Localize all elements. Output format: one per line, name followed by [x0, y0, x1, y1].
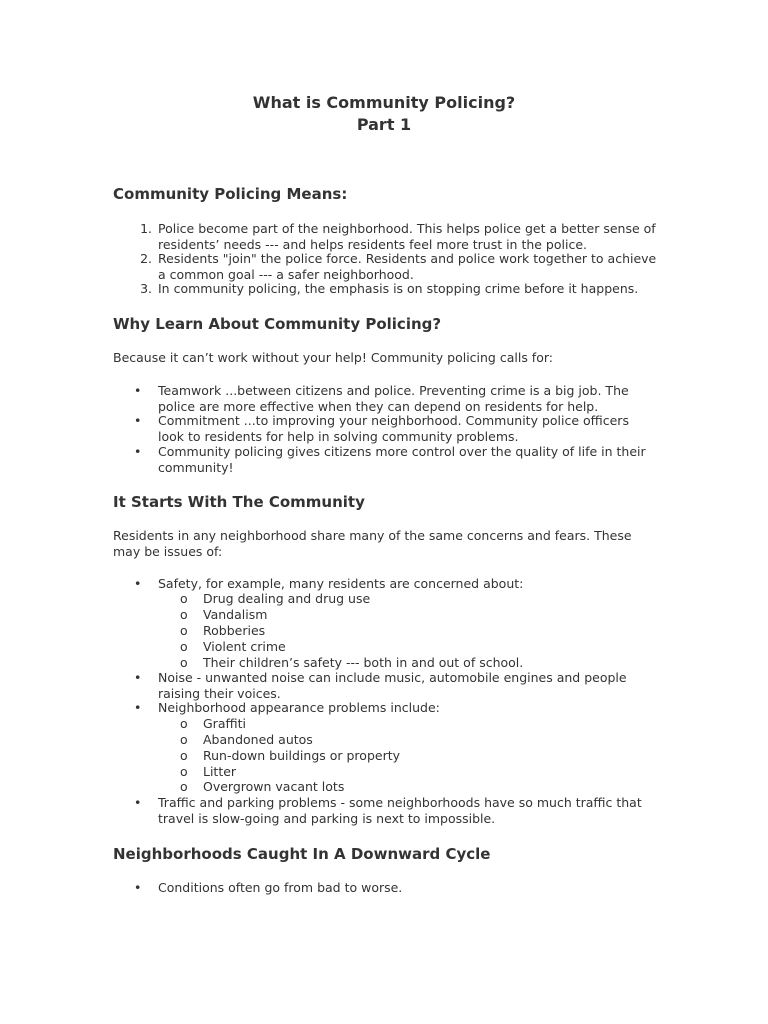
sub-list-item	[180, 623, 623, 639]
bullet-marker: •	[134, 670, 142, 685]
sub-list-marker: o	[180, 779, 188, 794]
sub-list-marker: o	[180, 716, 188, 731]
sub-list-item-text: Drug dealing and drug use	[203, 591, 371, 606]
bullet-marker: •	[134, 413, 142, 428]
bullet-marker: •	[134, 795, 142, 810]
sub-list-item	[180, 591, 623, 607]
bullet-marker: •	[134, 880, 142, 895]
sub-list-item-text: Robberies	[203, 623, 266, 638]
section-heading: Why Learn About Community Policing?	[113, 315, 442, 333]
sub-list-item	[180, 779, 623, 795]
list-marker: 2.	[140, 251, 152, 266]
bullet-list-item	[134, 444, 658, 475]
sub-list-item	[180, 639, 623, 655]
list-item-text: Conditions often go from bad to worse.	[158, 880, 403, 895]
sub-list-item-text: Run-down buildings or property	[203, 748, 401, 763]
sub-list-item-text: Litter	[203, 764, 237, 779]
bullet-marker: •	[134, 383, 142, 398]
sub-list-marker: o	[180, 639, 188, 654]
bullet-list-item	[134, 880, 658, 896]
bullet-list-item	[134, 413, 658, 444]
section-heading: Neighborhoods Caught In A Downward Cycle	[113, 845, 491, 863]
bullet-list-item	[134, 576, 658, 592]
sub-list-marker: o	[180, 764, 188, 779]
list-item-text: Commitment ...to improving your neighborhood. Community police officers look to residents for help in solving community problems.	[158, 413, 629, 444]
bullet-list-item	[134, 700, 658, 716]
page-title: What is Community Policing?	[252, 93, 516, 112]
sub-list-item-text: Abandoned autos	[203, 732, 313, 747]
sub-list-marker: o	[180, 623, 188, 638]
sub-list-item	[180, 748, 623, 764]
list-item-text: Residents "join" the police force. Residents and police work together to achieve a common goal --- a safer neighborhood.	[158, 251, 657, 282]
bullet-marker: •	[134, 576, 142, 591]
list-item-text: Traffic and parking problems - some neighborhoods have so much traffic that travel is slow-going and parking is next to impossible.	[158, 795, 642, 826]
list-item-text: Safety, for example, many residents are concerned about:	[158, 576, 524, 591]
sub-list-item	[180, 764, 623, 780]
numbered-list-item	[140, 281, 658, 297]
bullet-marker: •	[134, 444, 142, 459]
section-intro: Because it can’t work without your help! Community policing calls for:	[113, 350, 553, 365]
section-intro: Residents in any neighborhood share many of the same concerns and fears. These may be issues of:	[113, 528, 632, 559]
list-item-text: Police become part of the neighborhood. This helps police get a better sense of residents’ needs --- and helps residents feel more trust in the police.	[158, 221, 656, 252]
list-item-text: In community policing, the emphasis is on stopping crime before it happens.	[158, 281, 639, 296]
list-marker: 1.	[140, 221, 152, 236]
sub-list-marker: o	[180, 607, 188, 622]
bullet-list-item	[134, 670, 658, 701]
sub-list-item-text: Vandalism	[203, 607, 268, 622]
sub-list-item-text: Their children’s safety --- both in and out of school.	[203, 655, 524, 670]
numbered-list-item	[140, 251, 658, 282]
bullet-list-item	[134, 383, 658, 414]
sub-list-marker: o	[180, 732, 188, 747]
sub-list-item	[180, 716, 623, 732]
sub-list-item-text: Violent crime	[203, 639, 286, 654]
page-subtitle: Part 1	[356, 115, 412, 134]
sub-list-item-text: Graffiti	[203, 716, 246, 731]
bullet-list-item	[134, 795, 658, 826]
sub-list-item	[180, 607, 623, 623]
list-item-text: Noise - unwanted noise can include music, automobile engines and people raising their voices.	[158, 670, 627, 701]
list-marker: 3.	[140, 281, 152, 296]
section-heading: Community Policing Means:	[113, 185, 348, 203]
sub-list-item	[180, 655, 623, 671]
list-item-text: Neighborhood appearance problems include:	[158, 700, 440, 715]
sub-list-marker: o	[180, 591, 188, 606]
sub-list-item	[180, 732, 623, 748]
numbered-list-item	[140, 221, 658, 252]
bullet-marker: •	[134, 700, 142, 715]
list-item-text: Teamwork ...between citizens and police. Preventing crime is a big job. The police are more effective when they can depend on residents for help.	[158, 383, 629, 414]
list-item-text: Community policing gives citizens more control over the quality of life in their community!	[158, 444, 646, 475]
sub-list-item-text: Overgrown vacant lots	[203, 779, 345, 794]
sub-list-marker: o	[180, 748, 188, 763]
sub-list-marker: o	[180, 655, 188, 670]
section-heading: It Starts With The Community	[113, 493, 365, 511]
